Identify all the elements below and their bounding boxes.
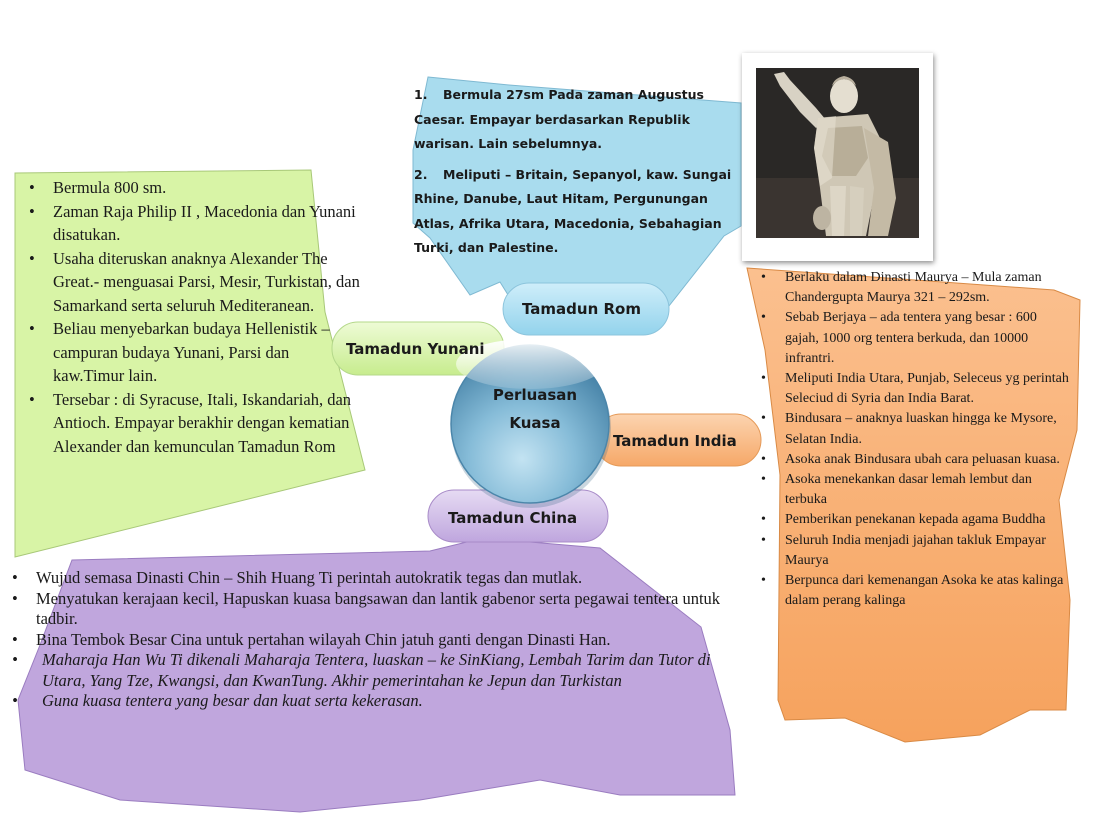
rom-note-2-number: 2. (414, 166, 428, 182)
yunani-note: • Tersebar : di Syracuse, Itali, Iskandariah, dan Antioch. Empayar berakhir dengan kematian Alexander dan kemunculan Tamadun Rom (25, 388, 360, 459)
yunani-node-label: Tamadun Yunani (346, 340, 485, 358)
india-note: • Seluruh India menjadi jajahan takluk Empayar Maurya (757, 531, 1069, 571)
india-note: • Pemberikan penekanan kepada agama Buddha (757, 510, 1069, 530)
india-note: • Bindusara – anaknya luaskan hingga ke Mysore, Selatan India. (757, 409, 1069, 449)
yunani-note: • Zaman Raja Philip II , Macedonia dan Yunani disatukan. (25, 200, 360, 247)
rom-note-2-text: Meliputi – Britain, Sepanyol, kaw. Sungai Rhine, Danube, Laut Hitam, Pergunungan Atlas, Afrika Utara, Macedonia, Sebahagian Turki, dan Palestine. (414, 166, 732, 255)
rom-note-1-text: Bermula 27sm Pada zaman Augustus Caesar. Empayar berdasarkan Republik warisan. Lain sebelumnya. (414, 87, 704, 151)
china-note: • Guna kuasa tentera yang besar dan kuat serta kekerasan. (8, 691, 723, 712)
augustus-statue-image (756, 68, 919, 238)
augustus-photo-frame (742, 53, 933, 261)
yunani-note: • Bermula 800 sm. (25, 176, 360, 200)
china-node-label: Tamadun China (448, 509, 578, 527)
india-note: • Asoka anak Bindusara ubah cara peluasan kuasa. (757, 450, 1069, 470)
china-note: • Menyatukan kerajaan kecil, Hapuskan kuasa bangsawan dan lantik gabenor serta pegawai tentera untuk tadbir. (8, 589, 723, 630)
india-note: • Asoka menekankan dasar lemah lembut dan terbuka (757, 470, 1069, 510)
india-note: • Meliputi India Utara, Punjab, Seleceus yg perintah Seleciud di Syria dan India Barat. (757, 369, 1069, 409)
china-note: • Wujud semasa Dinasti Chin – Shih Huang Ti perintah autokratik tegas dan mutlak. (8, 568, 723, 589)
india-notes (757, 268, 1069, 611)
rom-note-2 (414, 163, 741, 261)
india-note: • Sebab Berjaya – ada tentera yang besar : 600 gajah, 1000 org tentera berkuda, dan 10000 infrantri. (757, 308, 1069, 369)
india-note: • Berlaku dalam Dinasti Maurya – Mula zaman Chandergupta Maurya 321 – 292sm. (757, 268, 1069, 308)
yunani-notes (25, 176, 360, 458)
india-node-label: Tamadun India (613, 432, 737, 450)
china-notes (8, 568, 723, 712)
china-note: • Bina Tembok Besar Cina untuk pertahan wilayah Chin jatuh ganti dengan Dinasti Han. (8, 630, 723, 651)
center-label-line2: Kuasa (509, 414, 561, 432)
yunani-note: • Beliau menyebarkan budaya Hellenistik – campuran budaya Yunani, Parsi dan kaw.Timur lain. (25, 317, 360, 388)
rom-note-1-number: 1. (414, 87, 428, 102)
india-note: • Berpunca dari kemenangan Asoka ke atas kalinga dalam perang kalinga (757, 571, 1069, 611)
rom-note-1 (414, 83, 741, 157)
rom-node-label: Tamadun Rom (522, 300, 641, 318)
yunani-note: • Usaha diteruskan anaknya Alexander The Great.- menguasai Parsi, Mesir, Turkistan, dan Samarkand serta seluruh Mediteranean. (25, 247, 360, 318)
center-label-line1: Perluasan (492, 386, 578, 404)
china-note: • Maharaja Han Wu Ti dikenali Maharaja Tentera, luaskan – ke SinKiang, Lembah Tarim dan Tutor di Utara, Yang Tze, Kwangsi, dan KwanTung. Akhir pemerintahan ke Jepun dan Turkistan (8, 650, 723, 691)
rom-notes (414, 83, 741, 267)
